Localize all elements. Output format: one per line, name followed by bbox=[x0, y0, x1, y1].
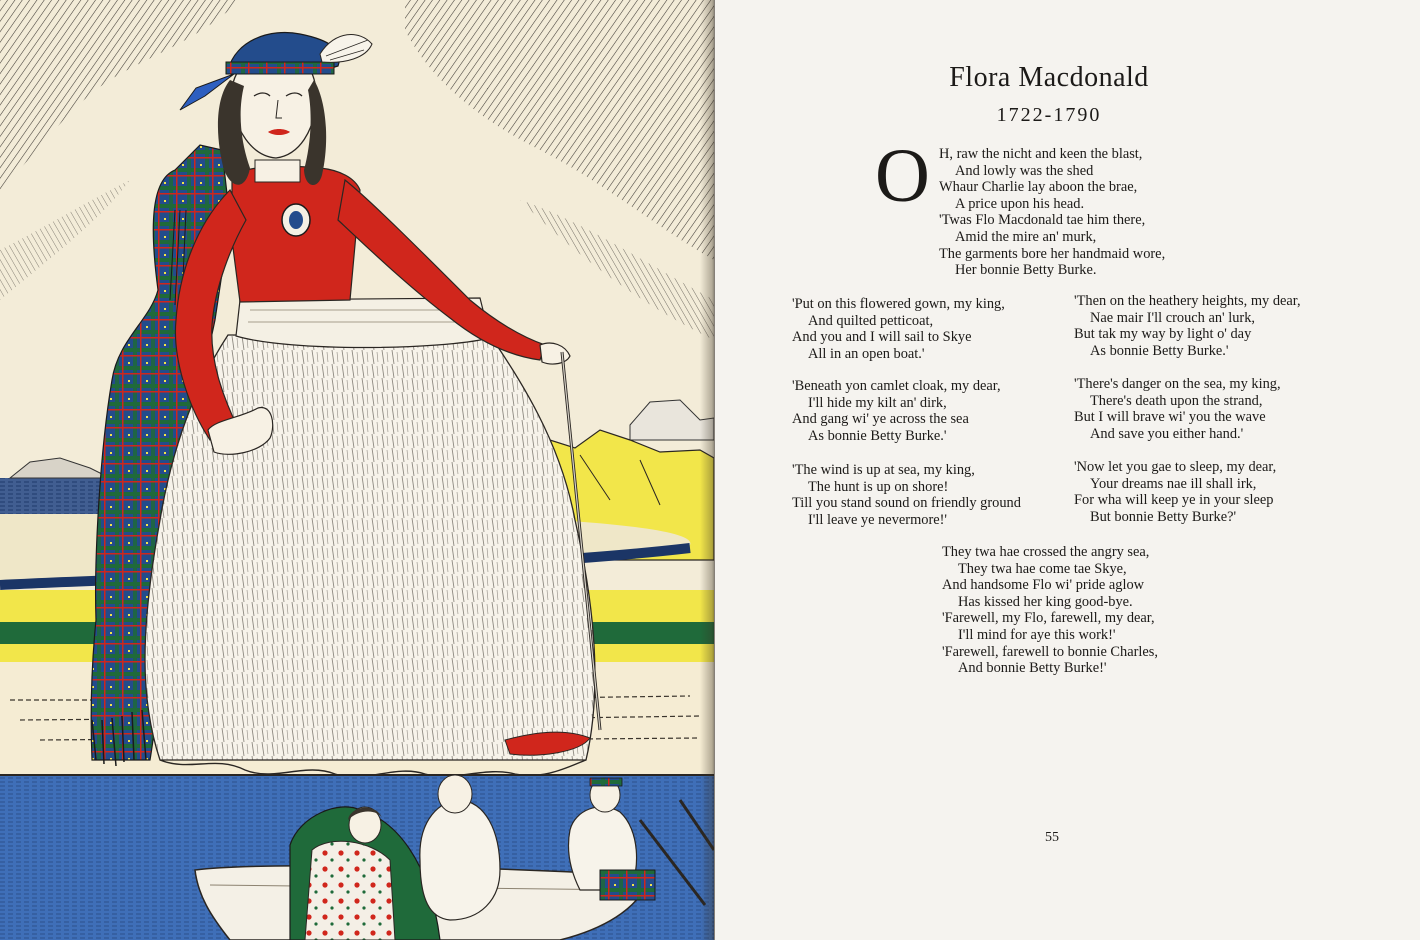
poem-line: And you and I will sail to Skye bbox=[792, 329, 972, 346]
poem-line: But bonnie Betty Burke?' bbox=[1090, 508, 1237, 525]
poem-line: For wha will keep ye in your sleep bbox=[1074, 492, 1274, 509]
stanza-left-1 bbox=[792, 296, 1005, 362]
closing-stanza bbox=[942, 544, 1158, 677]
poem-page bbox=[715, 0, 1420, 940]
poem-line: And save you either hand.' bbox=[1090, 425, 1244, 442]
poem-line: And bonnie Betty Burke!' bbox=[958, 660, 1107, 677]
poem-line: 'There's danger on the sea, my king, bbox=[1074, 376, 1281, 392]
poem-line: They twa hae crossed the angry sea, bbox=[942, 544, 1150, 560]
poem-title: Flora Macdonald bbox=[949, 62, 1149, 93]
poem-line: The hunt is up on shore! bbox=[808, 478, 949, 495]
poem-line: A price upon his head. bbox=[955, 195, 1085, 212]
poem-line: H, raw the nicht and keen the blast, bbox=[939, 146, 1143, 162]
poem-line: All in an open boat.' bbox=[808, 345, 925, 362]
poem-line: As bonnie Betty Burke.' bbox=[808, 427, 947, 444]
stanza-left-3 bbox=[792, 462, 1021, 528]
opening-stanza bbox=[939, 146, 1165, 279]
poem-line: And quilted petticoat, bbox=[808, 312, 934, 329]
poem-line: 'Now let you gae to sleep, my dear, bbox=[1074, 459, 1277, 475]
poem-line: Has kissed her king good-bye. bbox=[958, 593, 1133, 610]
poem-line: But tak my way by light o' day bbox=[1074, 326, 1252, 343]
poem-line: 'Twas Flo Macdonald tae him there, bbox=[939, 212, 1146, 229]
stanza-right-2 bbox=[1074, 376, 1281, 442]
poem-line: As bonnie Betty Burke.' bbox=[1090, 342, 1229, 359]
poem-line: Your dreams nae ill shall irk, bbox=[1090, 475, 1257, 492]
drop-cap: O bbox=[875, 134, 930, 218]
page-number: 55 bbox=[1045, 830, 1059, 845]
poem-line: Amid the mire an' murk, bbox=[955, 228, 1097, 245]
poem-line: Whaur Charlie lay aboon the brae, bbox=[939, 179, 1138, 196]
stanza-right-3 bbox=[1074, 459, 1276, 525]
poem-line: But I will brave wi' you the wave bbox=[1074, 409, 1266, 426]
stanza-right-1 bbox=[1074, 293, 1301, 359]
poem-dates: 1722-1790 bbox=[996, 104, 1102, 126]
rowing-boat-scene bbox=[0, 775, 714, 940]
poem-line: I'll leave ye nevermore!' bbox=[808, 511, 948, 528]
poem-line: Nae mair I'll crouch an' lurk, bbox=[1090, 309, 1256, 326]
poem-line: 'Put on this flowered gown, my king, bbox=[792, 296, 1005, 312]
poem-line: Her bonnie Betty Burke. bbox=[955, 262, 1097, 279]
poem-line: 'Farewell, farewell to bonnie Charles, bbox=[942, 643, 1158, 660]
poem-line: And handsome Flo wi' pride aglow bbox=[942, 577, 1145, 594]
poem-line: 'The wind is up at sea, my king, bbox=[792, 462, 975, 478]
poem-line: Till you stand sound on friendly ground bbox=[792, 495, 1021, 512]
poem-line: 'Farewell, my Flo, farewell, my dear, bbox=[942, 610, 1155, 627]
poem-line: And gang wi' ye across the sea bbox=[792, 411, 969, 428]
stanza-left-2 bbox=[792, 378, 1001, 444]
poem-line: 'Beneath yon camlet cloak, my dear, bbox=[792, 378, 1001, 394]
poem-line: The garments bore her handmaid wore, bbox=[939, 245, 1166, 262]
poem-line: They twa hae come tae Skye, bbox=[958, 560, 1127, 577]
poem-line: I'll hide my kilt an' dirk, bbox=[808, 394, 947, 411]
poem-line: I'll mind for aye this work!' bbox=[958, 626, 1116, 643]
poem-line: There's death upon the strand, bbox=[1090, 392, 1263, 409]
poem-line: And lowly was the shed bbox=[955, 162, 1094, 179]
poem-line: 'Then on the heathery heights, my dear, bbox=[1074, 293, 1301, 309]
